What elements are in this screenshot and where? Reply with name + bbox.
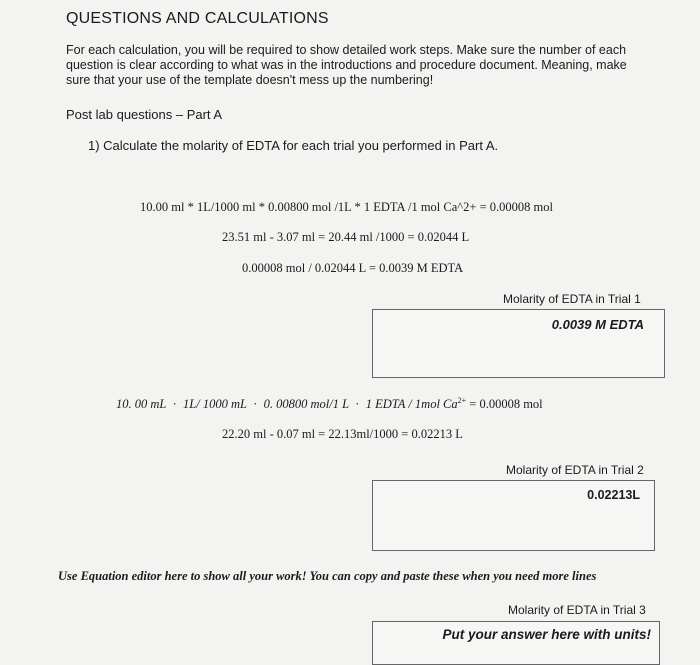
- trial3-answer-label: Molarity of EDTA in Trial 3: [508, 603, 646, 617]
- trial1-answer-label: Molarity of EDTA in Trial 1: [503, 292, 641, 306]
- instructions-paragraph: For each calculation, you will be required to show detailed work steps. Make sure the number of each question is clear according to what was in the introductions and procedure document. Meaning, make sure that your use of the template doesn't mess up the numbering!: [66, 43, 627, 87]
- trial2-answer: 0.02213L: [587, 488, 640, 502]
- trial2-answer-box[interactable]: [372, 480, 655, 551]
- question-1: 1) Calculate the molarity of EDTA for each trial you performed in Part A.: [88, 138, 499, 153]
- page-title: QUESTIONS AND CALCULATIONS: [66, 10, 329, 27]
- trial1-equation-molarity[interactable]: 0.00008 mol / 0.02044 L = 0.0039 M EDTA: [242, 261, 464, 275]
- trial1-answer: 0.0039 M EDTA: [551, 317, 644, 332]
- eq-term: 1 EDTA / 1mol Ca: [365, 397, 458, 412]
- section-heading: Post lab questions – Part A: [66, 107, 223, 122]
- trial3-answer-box[interactable]: [372, 621, 660, 665]
- trial1-equation-volume[interactable]: 23.51 ml - 3.07 ml = 20.44 ml /1000 = 0.02044 L: [222, 230, 470, 244]
- eq-term: 10. 00 mL: [116, 397, 167, 412]
- trial1-answer-box[interactable]: [372, 309, 665, 378]
- trial2-equation-moles[interactable]: [116, 396, 543, 412]
- equation-editor-note: Use Equation editor here to show all your work! You can copy and paste these when you need more lines: [58, 569, 597, 583]
- trial2-equation-volume[interactable]: 22.20 ml - 0.07 ml = 22.13ml/1000 = 0.02213 L: [222, 427, 463, 441]
- eq-dot: ·: [172, 397, 177, 412]
- eq-superscript: 2+: [457, 396, 467, 405]
- eq-dot: ·: [253, 397, 258, 412]
- eq-term: 0. 00800 mol/1 L: [263, 397, 350, 412]
- trial1-equation-moles[interactable]: 10.00 ml * 1L/1000 ml * 0.00800 mol /1L * 1 EDTA /1 mol Ca^2+ = 0.00008 mol: [140, 200, 553, 214]
- trial2-answer-label: Molarity of EDTA in Trial 2: [506, 463, 644, 477]
- eq-dot: ·: [355, 397, 360, 412]
- eq-term: 1L/ 1000 mL: [183, 397, 247, 412]
- eq-result: = 0.00008 mol: [469, 397, 543, 412]
- trial3-answer-placeholder: Put your answer here with units!: [442, 627, 651, 642]
